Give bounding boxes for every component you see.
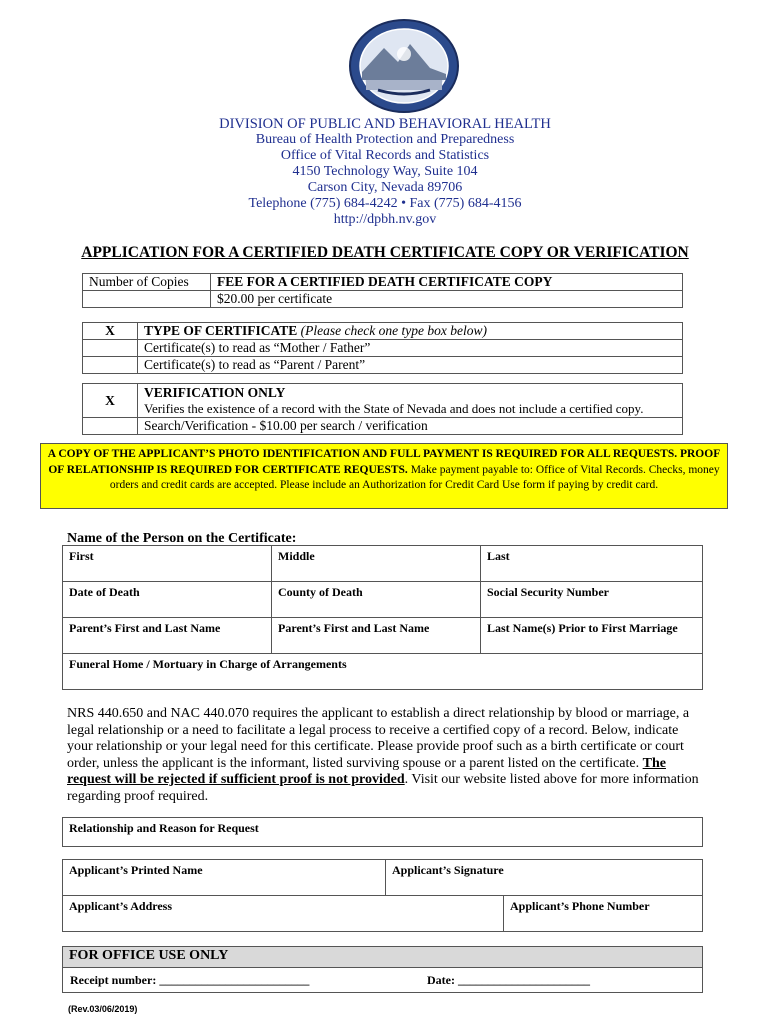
funeral-home-field[interactable] [63,654,703,690]
last-name-field[interactable] [481,546,703,582]
funeral-home-label: Funeral Home / Mortuary in Charge of Arrangements [69,657,347,671]
fee-table [82,273,683,308]
office-use-section [62,946,703,993]
verification-checkbox-mark[interactable]: X [83,384,138,418]
ssn-label: Social Security Number [487,585,609,599]
first-name-label: First [69,549,94,563]
fee-label: FEE FOR A CERTIFIED DEATH CERTIFICATE COPY [211,274,683,291]
form-title: APPLICATION FOR A CERTIFIED DEATH CERTIFICATE COPY OR VERIFICATION [81,244,689,261]
county-of-death-label: County of Death [278,585,363,599]
phone-label: Applicant’s Phone Number [510,899,650,913]
verification-fee: Search/Verification - $10.00 per search / verification [138,418,683,435]
parent1-field[interactable] [63,618,272,654]
type-heading-label: TYPE OF CERTIFICATE [144,323,298,338]
relationship-field[interactable] [63,818,703,847]
verification-heading: VERIFICATION ONLY [144,384,286,400]
person-section-heading: Name of the Person on the Certificate: [67,531,297,546]
address-field[interactable] [63,896,504,932]
revision-date: (Rev.03/06/2019) [68,1004,138,1014]
verification-description: Verifies the existence of a record with the State of Nevada and does not include a certified copy. [144,400,644,416]
first-name-field[interactable] [63,546,272,582]
middle-name-field[interactable] [272,546,481,582]
city-address: Carson City, Nevada 89706 [307,180,463,195]
printed-name-label: Applicant’s Printed Name [69,863,203,877]
office-use-heading: FOR OFFICE USE ONLY [62,946,703,968]
option-mother-father: Certificate(s) to read as “Mother / Father” [138,340,683,357]
fee-value: $20.00 per certificate [211,291,683,308]
receipt-number-field[interactable]: Receipt number: _________________________ [70,973,310,987]
parent2-label: Parent’s First and Last Name [278,621,430,635]
search-checkbox[interactable] [83,418,138,435]
parent2-field[interactable] [272,618,481,654]
paragraph-text-2: . Visit our website listed above for more information regarding proof required. [67,772,699,804]
date-of-death-label: Date of Death [69,585,140,599]
website-link[interactable]: http://dpbh.nv.gov [333,212,437,227]
date-of-death-field[interactable] [63,582,272,618]
phone-fax: Telephone (775) 684-4242 • Fax (775) 684-4156 [248,196,522,211]
ssn-field[interactable] [481,582,703,618]
last-name-prior-field[interactable] [481,618,703,654]
applicant-name-table [62,859,703,896]
parent-parent-checkbox[interactable] [83,357,138,374]
mother-father-checkbox[interactable] [83,340,138,357]
verification-table [82,383,683,435]
address-label: Applicant’s Address [69,899,173,913]
last-name-prior-label: Last Name(s) Prior to First Marriage [487,621,678,635]
type-heading [138,323,683,340]
notice-text: Make payment payable to: Office of Vital Records. Checks, money orders and credit cards are accepted. Please include an Authorization for Credit Card Use form if paying by credit card. [109,463,720,491]
notice-bold-text: A COPY OF THE APPLICANT’S PHOTO IDENTIFICATION AND FULL PAYMENT IS REQUIRED FOR ALL REQUESTS. PROOF OF RELATIONSHIP IS REQUIRED FOR CERTIFICATE REQUESTS. [47,448,721,476]
signature-label: Applicant’s Signature [392,863,504,877]
type-checkbox-mark[interactable]: X [83,323,138,340]
office-date-field[interactable]: Date: ______________________ [427,973,590,987]
bureau-name: Bureau of Health Protection and Preparedness [255,132,515,147]
paragraph-emphasis: The request will be rejected if sufficient proof is not provided [67,755,666,788]
relationship-table [62,817,703,847]
certificate-type-table [82,322,683,374]
division-name: DIVISION OF PUBLIC AND BEHAVIORAL HEALTH [219,116,551,132]
paragraph-text-1: NRS 440.650 and NAC 440.070 requires the applicant to establish a direct relationship by blood or marriage, a legal relationship or a need to facilitate a legal process to receive a certified copy of a record. Below, indicate your relationship or your legal need for this certificate. Please provide proof such as a birth certificate or court order, unless the applicant is the informant, listed surviving spouse or a parent listed on the certificate. [67,706,690,771]
nevada-state-seal [348,18,460,114]
office-use-fields [62,968,703,993]
phone-field[interactable] [504,896,703,932]
street-address: 4150 Technology Way, Suite 104 [292,164,478,179]
relationship-label: Relationship and Reason for Request [69,821,259,835]
type-heading-note: (Please check one type box below) [300,323,487,338]
county-of-death-field[interactable] [272,582,481,618]
funeral-home-table [62,653,703,690]
proof-requirement-paragraph [67,706,707,806]
printed-name-field[interactable] [63,860,386,896]
copies-label: Number of Copies [83,274,211,291]
last-name-label: Last [487,549,510,563]
person-table [62,545,703,654]
copies-input[interactable] [83,291,211,308]
payment-notice [40,443,728,509]
option-parent-parent: Certificate(s) to read as “Parent / Parent” [138,357,683,374]
middle-name-label: Middle [278,549,315,563]
office-name: Office of Vital Records and Statistics [280,148,490,163]
parent1-label: Parent’s First and Last Name [69,621,221,635]
signature-field[interactable] [386,860,703,896]
applicant-contact-table [62,895,703,932]
